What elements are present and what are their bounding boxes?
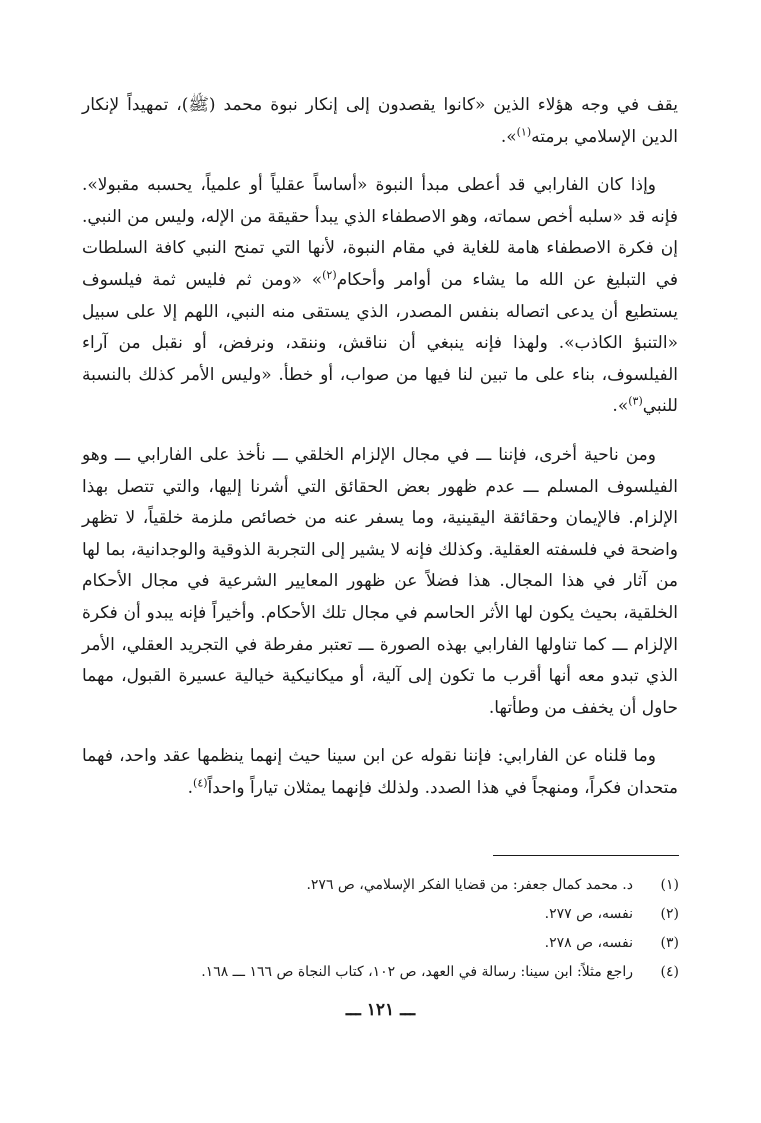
paragraph-1-text: يقف في وجه هؤلاء الذين «كانوا يقصدون إلى إنكار نبوة محمد (ﷺ)، تمهيداً لإنكار الدين الإسلامي برمته xyxy=(82,95,678,147)
footnote-marker-1: (١) xyxy=(516,124,532,138)
footnote-text: نفسه، ص ٢٧٨. xyxy=(544,935,633,951)
footnote-number: (١) xyxy=(660,877,679,893)
paragraph-3-text: ومن ناحية أخرى، فإننا ـــ في مجال الإلزام الخلقي ـــ نأخذ على الفارابي ـــ وهو الفيلسوف المسلم ـــ عدم ظهور بعض الحقائق التي أشرنا إليها، والتي تتصل بهذا الإلزام. فالإيمان وحقائقة اليقينية، وما يسفر عنه من خصائص ملزمة خلقياً، لا تظهر واضحة في فلسفته العقلية. وكذلك فإنه لا يشير إلى التجربة الذوقية والوجدانية، بما لها من آثار في هذا المجال. هذا فضلاً عن ظهور المعايير الشرعية في مجال الأحكام الخلقية، بحيث يكون لها الأثر الحاسم في مجال تلك الأحكام. وأخيراً فإنه يبدو أن فكرة الإلزام ـــ كما تناولها الفارابي بهذه الصورة ـــ تعتبر مفرطة في التجريد العقلي، الأمر الذي تبدو معه أنها أقرب ما تكون إلى آلية، أو ميكانيكية خيالية عسيرة القبول، مهما حاول أن يخفف من وطأتها. xyxy=(82,444,678,718)
footnotes xyxy=(79,871,679,987)
footnote-marker-2: (٢) xyxy=(322,268,337,282)
footnote-4 xyxy=(79,958,679,987)
footnote-marker-4: (٤) xyxy=(193,776,208,790)
footnote-number: (٣) xyxy=(660,935,679,951)
footnote-marker-3: (٣) xyxy=(628,394,643,408)
footnote-separator xyxy=(493,855,679,856)
footnote-1 xyxy=(79,871,679,900)
paragraph-1 xyxy=(82,90,678,153)
paragraph-4 xyxy=(82,741,678,804)
paragraph-3 xyxy=(82,440,678,724)
footnote-number: (٤) xyxy=(660,964,679,980)
paragraph-2-end: ». xyxy=(612,396,629,417)
footnote-number: (٢) xyxy=(660,906,679,922)
footnote-3 xyxy=(79,929,679,958)
paragraph-2-text: وإذا كان الفارابي قد أعطى مبدأ النبوة «أساساً عقلياً أو علمياً، يحسبه مقبولا». فإنه قد «سلبه أخص سماته، وهو الاصطفاء الذي يبدأ حقيقة من الإله، وليس من النبي. إن فكرة الاصطفاء هامة للغاية في مقام النبوة، لأنها التي تمنح النبي كافة السلطات في التبليغ عن الله ما يشاء من أوامر وأحكام xyxy=(82,175,678,290)
footnote-text: نفسه، ص ٢٧٧. xyxy=(544,906,633,922)
page-number: ـــ ١٢١ ـــ xyxy=(345,1000,416,1020)
footnote-text: راجع مثلاً: ابن سينا: رسالة في العهد، ص ١٠٢، كتاب النجاة ص ١٦٦ ـــ ١٦٨. xyxy=(201,964,633,980)
paragraph-4-text: وما قلناه عن الفارابي: فإننا نقوله عن ابن سينا حيث إنهما ينظمها عقد واحد، فهما متحدان فكراً، ومنهجاً في هذا الصدد. ولذلك فإنهما يمثلان تياراً واحداً xyxy=(82,746,678,798)
paragraph-2 xyxy=(82,170,678,423)
page-body xyxy=(82,90,678,804)
paragraph-1-end: ». xyxy=(500,126,517,147)
footnote-text: د. محمد كمال جعفر: من قضايا الفكر الإسلامي، ص ٢٧٦. xyxy=(306,877,633,893)
paragraph-2-mid: » «ومن ثم فليس ثمة فيلسوف يستطيع أن يدعى اتصاله بنفس المصدر، الذي يستقى منه النبي، اللهم إلا على سبيل «التنبؤ الكاذب». ولهذا فإنه ينبغي أن نناقش، وننقد، ونرفض، أو نقبل من آراء الفيلسوف، بناء على ما تبين لنا فيها من صواب، أو خطأ. «وليس الأمر كذلك بالنسبة للنبي xyxy=(82,269,678,417)
paragraph-4-end: . xyxy=(187,777,194,798)
footnote-2 xyxy=(79,900,679,929)
